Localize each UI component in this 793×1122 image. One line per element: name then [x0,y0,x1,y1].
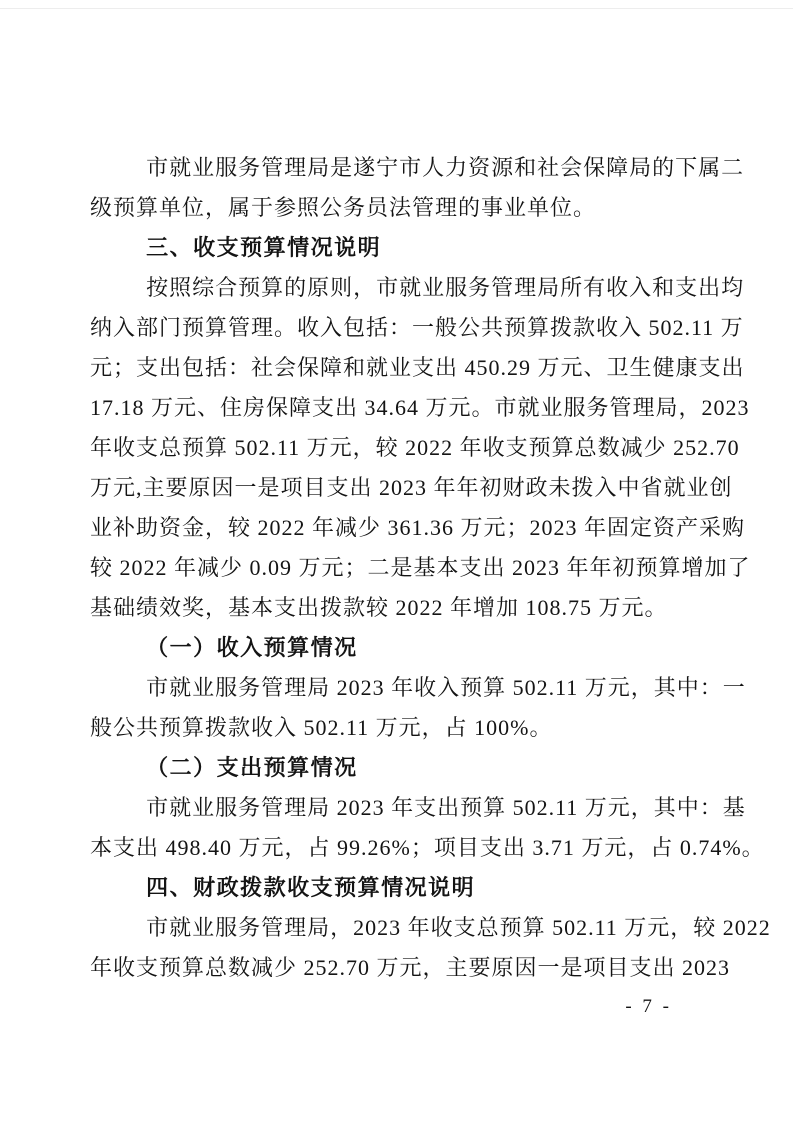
paragraph-line: 市就业服务管理局 2023 年支出预算 502.11 万元，其中：基 [146,795,746,820]
document-text-block [90,148,771,1020]
paragraph-line: 基础绩效奖，基本支出拨款较 2022 年增加 108.75 万元。 [90,595,668,620]
paragraph-line: 市就业服务管理局 2023 年收入预算 502.11 万元，其中：一 [146,675,746,700]
page-number: - 7 - [625,996,672,1017]
paragraph-line: 万元,主要原因一是项目支出 2023 年年初财政未拨入中省就业创 [90,475,733,500]
paragraph-line: 业补助资金，较 2022 年减少 361.36 万元；2023 年固定资产采购 [90,515,746,540]
paragraph-line: 般公共预算拨款收入 502.11 万元，占 100%。 [90,715,553,740]
paragraph-line: 本支出 498.40 万元，占 99.26%；项目支出 3.71 万元，占 0.74%。 [90,835,765,860]
paragraph-line: 市就业服务管理局，2023 年收支总预算 502.11 万元，较 2022 [146,915,771,940]
paragraph-line: 市就业服务管理局是遂宁市人力资源和社会保障局的下属二 [146,155,745,180]
paragraph-line: 17.18 万元、住房保障支出 34.64 万元。市就业服务管理局，2023 [90,395,750,420]
scan-artifact-line [0,8,793,9]
paragraph-line: 年收支总预算 502.11 万元，较 2022 年收支预算总数减少 252.70 [90,435,740,460]
section-heading: 四、财政拨款收支预算情况说明 [146,875,476,900]
subsection-heading: （二）支出预算情况 [146,755,358,780]
paragraph-line: 级预算单位，属于参照公务员法管理的事业单位。 [90,195,597,220]
paragraph-line: 年收支预算总数减少 252.70 万元，主要原因一是项目支出 2023 [90,955,731,980]
paragraph-line: 较 2022 年减少 0.09 万元；二是基本支出 2023 年年初预算增加了 [90,555,751,580]
paragraph-line: 纳入部门预算管理。收入包括：一般公共预算拨款收入 502.11 万 [90,315,744,340]
paragraph-line: 元；支出包括：社会保障和就业支出 450.29 万元、卫生健康支出 [90,355,745,380]
section-heading: 三、收支预算情况说明 [146,235,382,260]
subsection-heading: （一）收入预算情况 [146,635,358,660]
paragraph-line: 按照综合预算的原则，市就业服务管理局所有收入和支出均 [146,275,745,300]
